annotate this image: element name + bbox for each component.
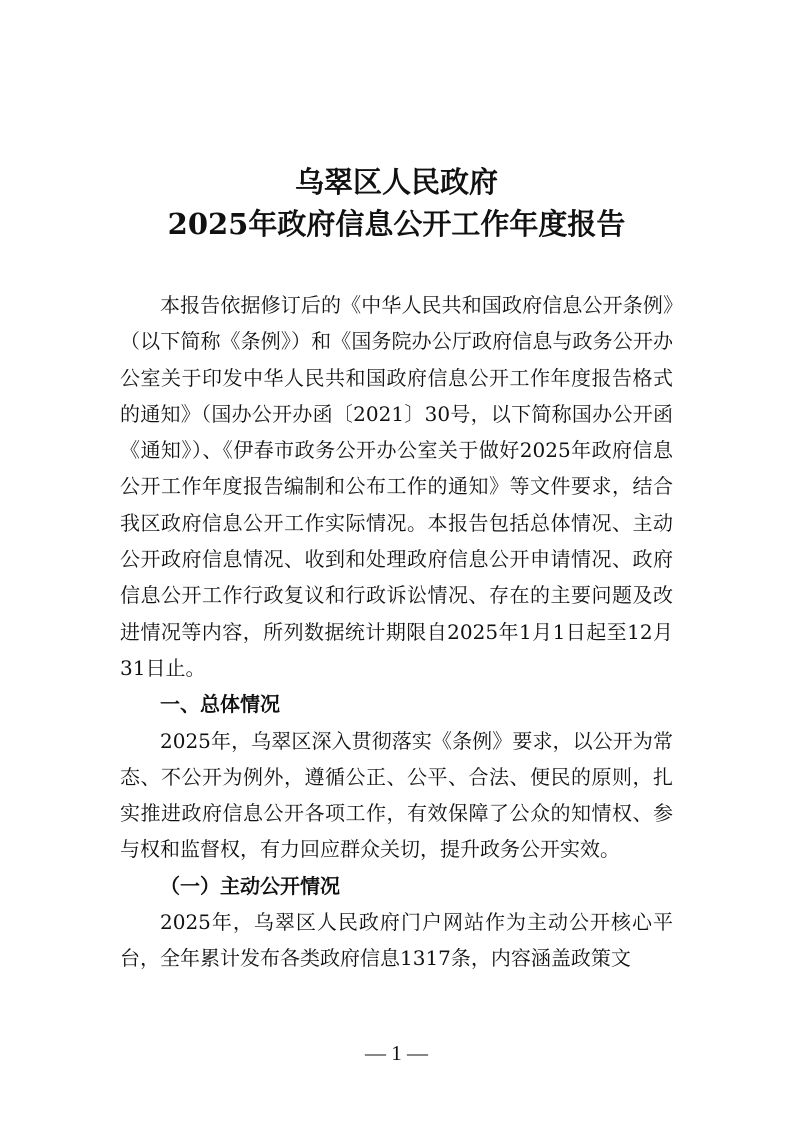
- active-disclosure-paragraph: 2025年，乌翠区人民政府门户网站作为主动公开核心平台，全年累计发布各类政府信息1317条，内容涵盖政策文: [120, 910, 673, 971]
- document-title-line1: 乌翠区人民政府: [294, 165, 498, 199]
- subsection-heading-active-disclosure: （一）主动公开情况: [160, 873, 340, 898]
- document-body: [120, 287, 673, 977]
- overview-paragraph: 2025年，乌翠区深入贯彻落实《条例》要求，以公开为常态、不公开为例外，遵循公正、公平、合法、便民的原则，扎实推进政府信息公开各项工作，有效保障了公众的知情权、参与权和监督权，有力回应群众关切，提升政务公开实效。: [120, 728, 673, 862]
- document-title-line2: 2025年政府信息公开工作年度报告: [167, 207, 626, 241]
- page-number: — 1 —: [365, 1041, 428, 1065]
- intro-paragraph: 本报告依据修订后的《中华人民共和国政府信息公开条例》（以下简称《条例》）和《国务院办公厅政府信息与政务公开办公室关于印发中华人民共和国政府信息公开工作年度报告格式的通知》（国办公开办函〔2021〕30号，以下简称国办公开函《通知》）、《伊春市政务公开办公室关于做好2025年政府信息公开工作年度报告编制和公布工作的通知》等文件要求，结合我区政府信息公开工作实际情况。本报告包括总体情况、主动公开政府信息情况、收到和处理政府信息公开申请情况、政府信息公开工作行政复议和行政诉讼情况、存在的主要问题及改进情况等内容，所列数据统计期限自2025年1月1日起至12月31日止。: [120, 293, 673, 680]
- section-heading-overview: 一、总体情况: [160, 692, 280, 717]
